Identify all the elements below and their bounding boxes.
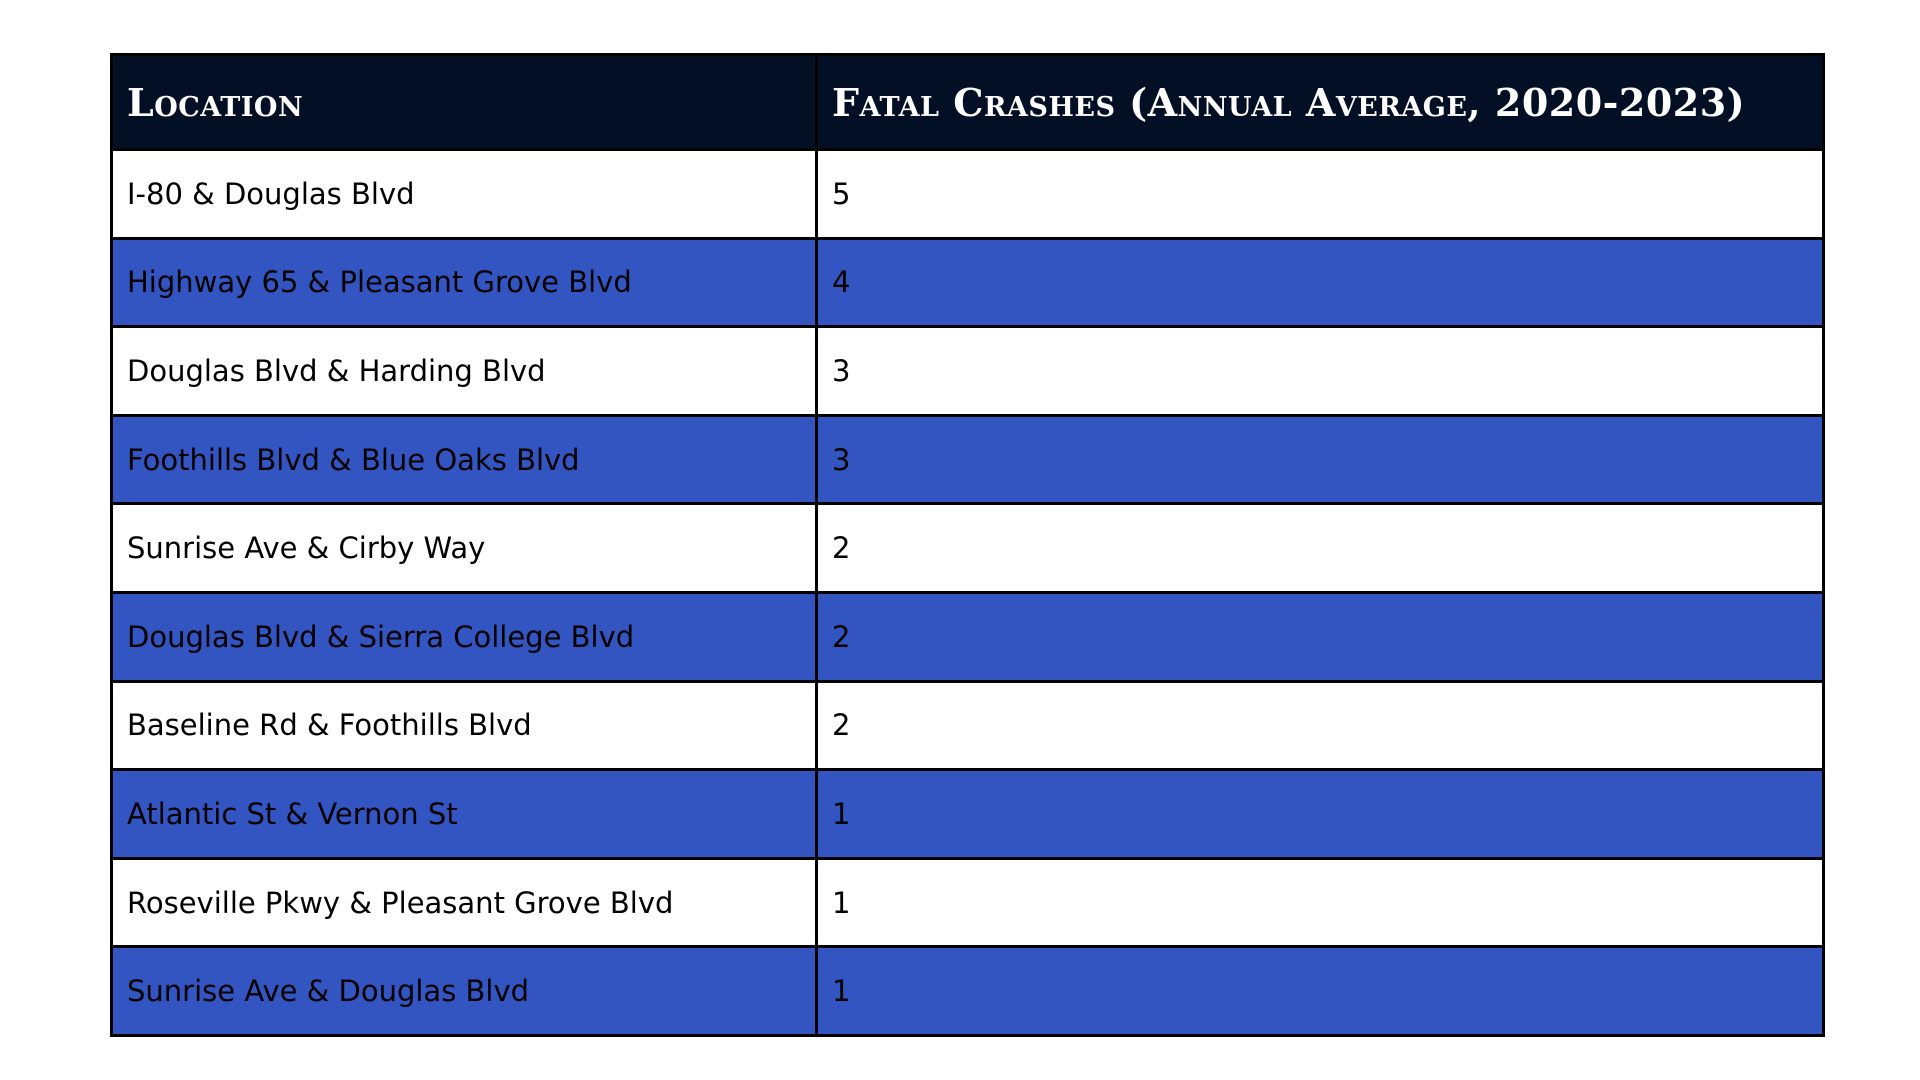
location-cell: Douglas Blvd & Harding Blvd bbox=[112, 327, 817, 416]
table-header bbox=[112, 55, 1824, 150]
fatal-crashes-cell: 3 bbox=[817, 327, 1824, 416]
column-header-location: Location bbox=[112, 55, 817, 150]
location-cell: Douglas Blvd & Sierra College Blvd bbox=[112, 592, 817, 681]
table-row bbox=[112, 415, 1824, 504]
fatal-crashes-cell: 4 bbox=[817, 238, 1824, 327]
table-header-row bbox=[112, 55, 1824, 150]
fatal-crashes-cell: 2 bbox=[817, 592, 1824, 681]
table-row bbox=[112, 238, 1824, 327]
location-cell: Baseline Rd & Foothills Blvd bbox=[112, 681, 817, 770]
fatal-crashes-cell: 5 bbox=[817, 150, 1824, 239]
column-header-fatal-crashes: Fatal Crashes (Annual Average, 2020-2023) bbox=[817, 55, 1824, 150]
fatal-crashes-cell: 1 bbox=[817, 947, 1824, 1036]
location-cell: Sunrise Ave & Douglas Blvd bbox=[112, 947, 817, 1036]
table-row bbox=[112, 150, 1824, 239]
fatal-crashes-table-container bbox=[110, 53, 1822, 1034]
location-cell: I-80 & Douglas Blvd bbox=[112, 150, 817, 239]
fatal-crashes-cell: 2 bbox=[817, 681, 1824, 770]
table-row bbox=[112, 770, 1824, 859]
location-cell: Highway 65 & Pleasant Grove Blvd bbox=[112, 238, 817, 327]
table-body bbox=[112, 150, 1824, 1036]
fatal-crashes-cell: 2 bbox=[817, 504, 1824, 593]
location-cell: Foothills Blvd & Blue Oaks Blvd bbox=[112, 415, 817, 504]
table-row bbox=[112, 947, 1824, 1036]
fatal-crashes-cell: 3 bbox=[817, 415, 1824, 504]
fatal-crashes-table bbox=[110, 53, 1825, 1037]
table-row bbox=[112, 858, 1824, 947]
location-cell: Roseville Pkwy & Pleasant Grove Blvd bbox=[112, 858, 817, 947]
location-cell: Sunrise Ave & Cirby Way bbox=[112, 504, 817, 593]
table-row bbox=[112, 681, 1824, 770]
location-cell: Atlantic St & Vernon St bbox=[112, 770, 817, 859]
fatal-crashes-cell: 1 bbox=[817, 858, 1824, 947]
table-row bbox=[112, 592, 1824, 681]
fatal-crashes-cell: 1 bbox=[817, 770, 1824, 859]
table-row bbox=[112, 504, 1824, 593]
table-row bbox=[112, 327, 1824, 416]
